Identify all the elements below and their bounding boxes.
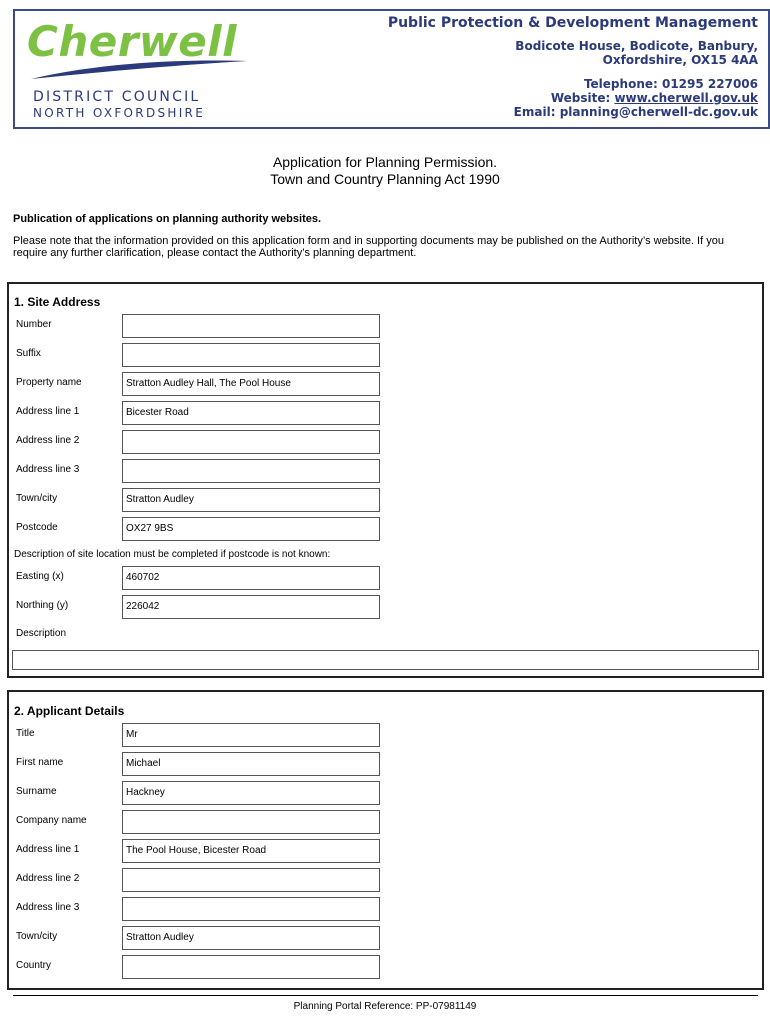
field-row <box>16 314 386 338</box>
field-label: First name <box>16 757 64 768</box>
field-row <box>16 401 386 425</box>
field-label: Company name <box>16 815 87 826</box>
field-label: Property name <box>16 377 82 388</box>
applicant-address-line-1-input[interactable]: The Pool House, Bicester Road <box>122 839 380 863</box>
field-label: Address line 2 <box>16 873 80 884</box>
location-note: Description of site location must be completed if postcode is not known: <box>14 549 331 560</box>
applicant-details-section <box>7 690 764 990</box>
field-row <box>16 595 386 619</box>
field-row <box>16 781 386 805</box>
field-row <box>16 343 386 367</box>
field-label: Town/city <box>16 493 58 504</box>
suffix-input[interactable] <box>122 343 380 367</box>
description-label: Description <box>16 628 67 639</box>
field-label: Postcode <box>16 522 58 533</box>
address-line-1-input[interactable]: Bicester Road <box>122 401 380 425</box>
field-label: Country <box>16 960 52 971</box>
footer-divider <box>13 995 758 996</box>
applicant-town-city-input[interactable]: Stratton Audley <box>122 926 380 950</box>
field-label: Town/city <box>16 931 58 942</box>
field-row <box>16 372 386 396</box>
planning-portal-reference: Planning Portal Reference: PP-07981149 <box>293 1001 477 1012</box>
field-row <box>16 517 386 541</box>
section-title: 1. Site Address <box>14 295 101 309</box>
field-row <box>16 488 386 512</box>
field-row <box>16 810 386 834</box>
council-logo-wordmark: Cherwell <box>27 17 238 66</box>
property-name-input[interactable]: Stratton Audley Hall, The Pool House <box>122 372 380 396</box>
address-line-2: Oxfordshire, OX15 4AA <box>602 53 758 67</box>
publication-heading: Publication of applications on planning authority websites. <box>13 213 322 225</box>
number-input[interactable] <box>122 314 380 338</box>
address-line-1: Bodicote House, Bodicote, Banbury, <box>515 39 758 53</box>
contact-block <box>388 15 758 119</box>
surname-input[interactable]: Hackney <box>122 781 380 805</box>
title-line-2: Town and Country Planning Act 1990 <box>270 171 500 187</box>
title-line-1: Application for Planning Permission. <box>272 154 498 170</box>
field-row <box>16 926 386 950</box>
website-line <box>388 91 758 105</box>
field-label: Address line 1 <box>16 406 80 417</box>
address-line-2-input[interactable] <box>122 430 380 454</box>
field-row <box>16 430 386 454</box>
website-label: Website: <box>550 91 611 105</box>
email-label: Email: <box>513 105 556 119</box>
logo-swoosh-icon <box>29 57 249 81</box>
country-input[interactable] <box>122 955 380 979</box>
applicant-address-line-3-input[interactable] <box>122 897 380 921</box>
field-row <box>16 459 386 483</box>
applicant-address-line-2-input[interactable] <box>122 868 380 892</box>
easting-input[interactable]: 460702 <box>122 566 380 590</box>
company-name-input[interactable] <box>122 810 380 834</box>
publication-note: Please note that the information provided on this application form and in supporting documents may be published on the Authority’s website. If you require any further clarification, please contact the Authority’s planning department. <box>13 235 724 259</box>
council-header-banner <box>13 9 770 129</box>
northing-input[interactable]: 226042 <box>122 595 380 619</box>
field-label: Surname <box>16 786 57 797</box>
section-title: 2. Applicant Details <box>14 704 125 718</box>
logo-north-oxfordshire: NORTH OXFORDSHIRE <box>33 106 206 120</box>
website-link[interactable]: www.cherwell.gov.uk <box>614 91 758 105</box>
logo-district-council: DISTRICT COUNCIL <box>33 89 201 105</box>
field-row <box>16 868 386 892</box>
field-label: Address line 2 <box>16 435 80 446</box>
field-label: Address line 3 <box>16 902 80 913</box>
field-row <box>16 955 386 979</box>
field-label: Title <box>16 728 35 739</box>
field-label: Easting (x) <box>16 571 64 582</box>
field-label: Suffix <box>16 348 41 359</box>
field-label: Number <box>16 319 52 330</box>
field-row <box>16 897 386 921</box>
site-address-section <box>7 282 764 678</box>
email-link[interactable]: planning@cherwell-dc.gov.uk <box>559 105 758 119</box>
telephone: Telephone: 01295 227006 <box>583 77 758 91</box>
town-city-input[interactable]: Stratton Audley <box>122 488 380 512</box>
first-name-input[interactable]: Michael <box>122 752 380 776</box>
field-label: Northing (y) <box>16 600 69 611</box>
department-name: Public Protection & Development Management <box>387 15 758 31</box>
field-row <box>16 723 386 747</box>
description-input[interactable] <box>12 650 759 670</box>
field-row <box>16 566 386 590</box>
email-line <box>388 105 758 119</box>
title-input[interactable]: Mr <box>122 723 380 747</box>
field-row <box>16 752 386 776</box>
document-title <box>0 154 770 188</box>
field-row <box>16 839 386 863</box>
field-label: Address line 3 <box>16 464 80 475</box>
postcode-input[interactable]: OX27 9BS <box>122 517 380 541</box>
field-label: Address line 1 <box>16 844 80 855</box>
address-line-3-input[interactable] <box>122 459 380 483</box>
